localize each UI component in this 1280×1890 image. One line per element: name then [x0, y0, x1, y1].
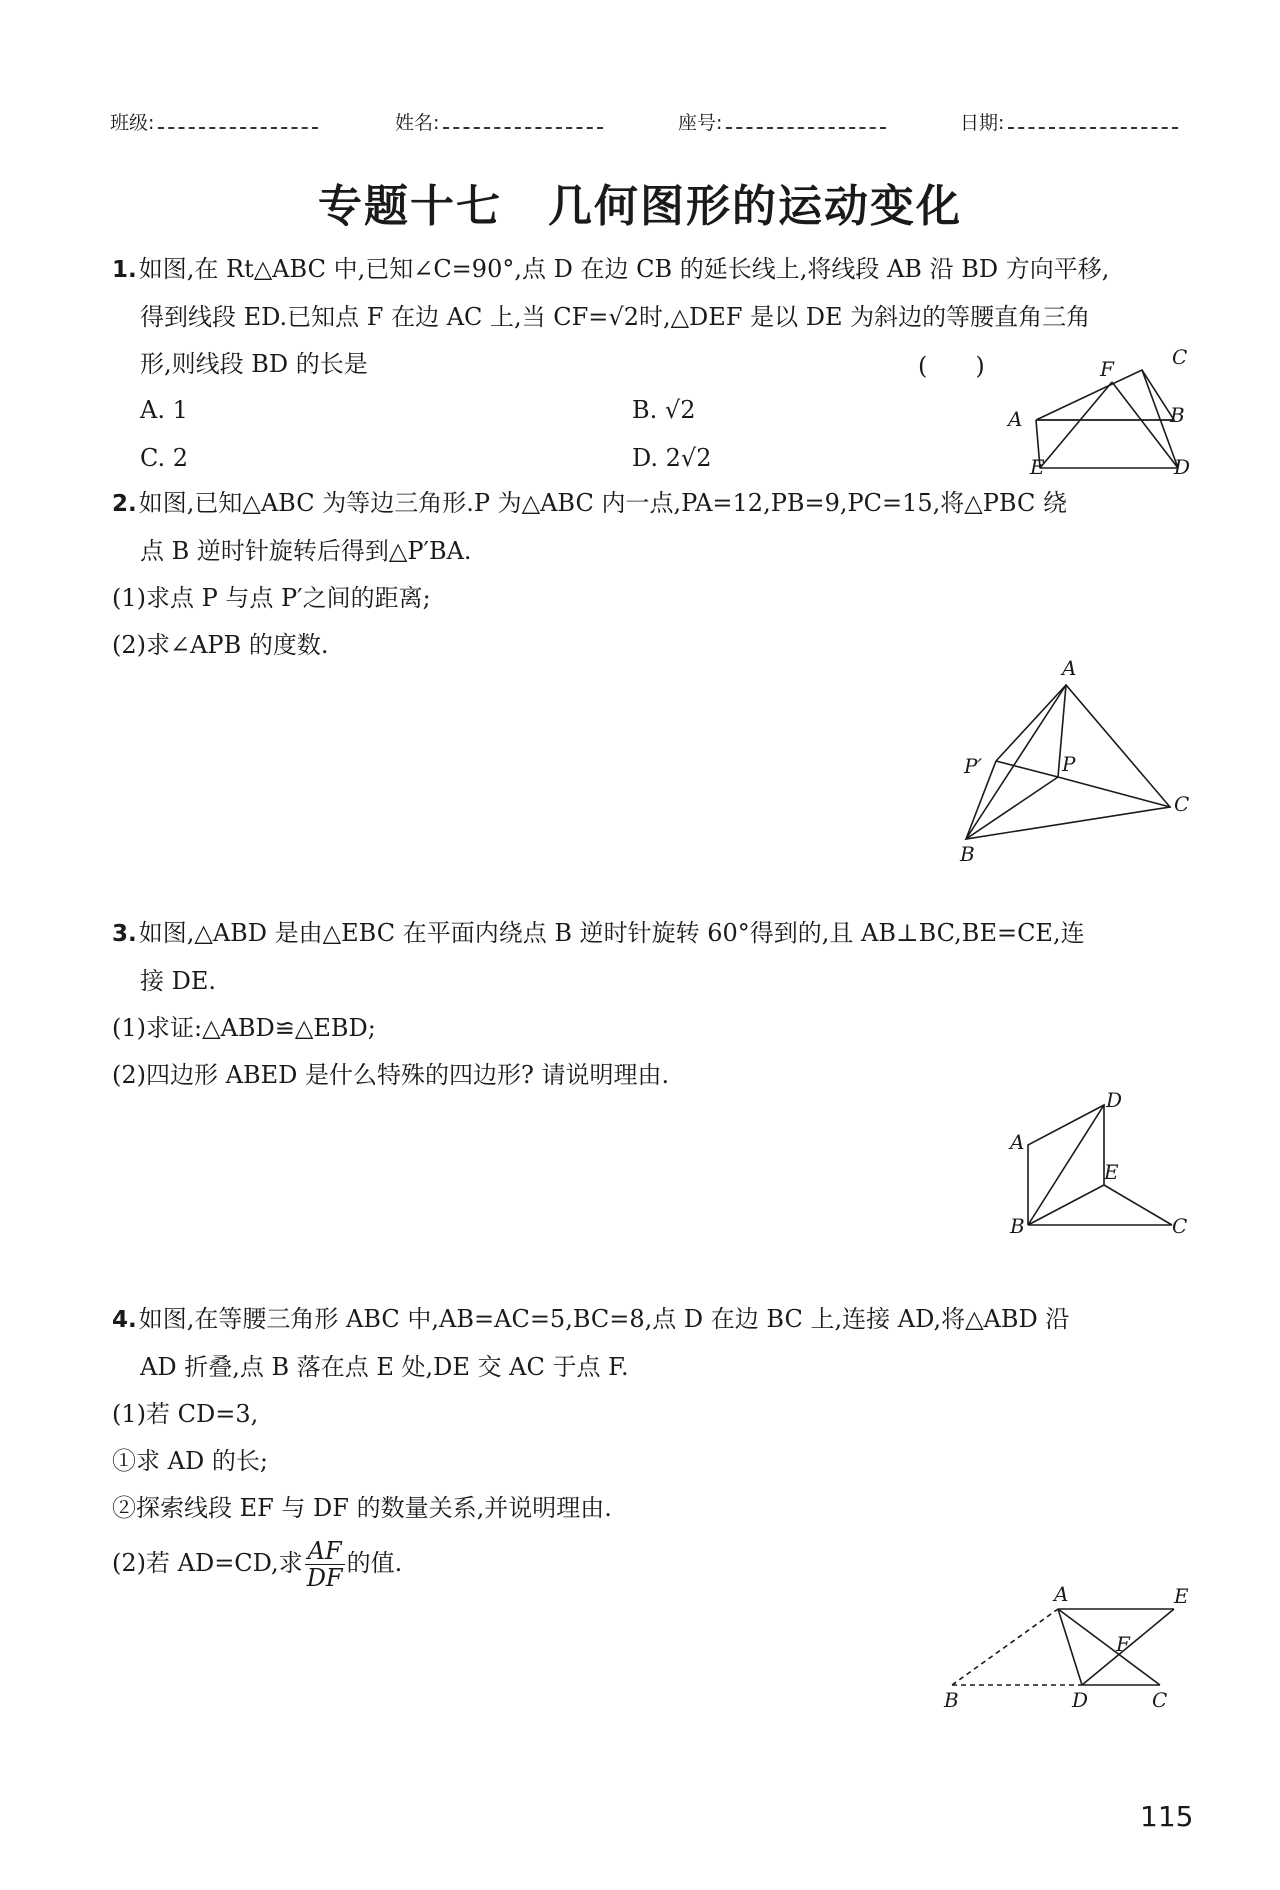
seat-field	[678, 108, 886, 135]
option-b[interactable]: B. √2	[632, 396, 696, 424]
q2-line1: 如图,已知△ABC 为等边三角形.P 为△ABC 内一点,PA=12,PB=9,PC=15,将△PBC 绕	[138, 489, 1067, 517]
q4-sub1b: ②探索线段 EF 与 DF 的数量关系,并说明理由.	[112, 1494, 612, 1522]
q4-sub2-post: 的值.	[346, 1549, 403, 1577]
label-d: D	[1072, 1688, 1089, 1712]
segment-ef	[1040, 382, 1112, 468]
label-p-prime: P′	[964, 754, 982, 778]
segment-pb	[966, 777, 1058, 839]
segment-ec	[1104, 1185, 1172, 1225]
question-number: 3.	[112, 921, 137, 947]
page-title: 专题十七 几何图形的运动变化	[318, 181, 962, 232]
segment-p2a	[996, 685, 1066, 761]
q3-sub2: (2)四边形 ABED 是什么特殊的四边形? 请说明理由.	[112, 1061, 670, 1089]
q1-figure	[1000, 340, 1200, 480]
label-a: A	[1008, 407, 1023, 431]
q4-sub2	[112, 1538, 1192, 1591]
seat-blank[interactable]	[726, 126, 886, 129]
fraction-numerator: AF	[307, 1537, 342, 1565]
segment-pc	[1058, 777, 1170, 807]
student-info-header	[0, 108, 1280, 138]
label-b: B	[1010, 1214, 1025, 1235]
label-a: A	[1010, 1130, 1025, 1154]
q4-sub1a: ①求 AD 的长;	[112, 1447, 268, 1475]
label-d: D	[1106, 1088, 1123, 1112]
label-a: A	[1054, 1585, 1069, 1606]
question-number: 4.	[112, 1307, 137, 1333]
date-field	[960, 108, 1178, 135]
page-number: 115	[1140, 1800, 1194, 1833]
q4-sub1: (1)若 CD=3,	[112, 1400, 259, 1428]
q4-line1: 如图,在等腰三角形 ABC 中,AB=AC=5,BC=8,点 D 在边 BC 上,连接 AD,将△ABD 沿	[138, 1305, 1070, 1333]
label-e: E	[1104, 1160, 1119, 1184]
q4-figure	[930, 1585, 1200, 1715]
q3-sub1: (1)求证:△ABD≌△EBD;	[112, 1014, 376, 1042]
label-d: D	[1174, 455, 1191, 479]
seat-label: 座号:	[678, 112, 723, 134]
q1-line3: 形,则线段 BD 的长是	[140, 350, 368, 378]
q2-line2: 点 B 逆时针旋转后得到△P′BA.	[140, 537, 472, 565]
q4-sub2-pre: (2)若 AD=CD,求	[112, 1549, 303, 1577]
q2-figure	[950, 655, 1210, 865]
q2-sub1: (1)求点 P 与点 P′之间的距离;	[112, 584, 431, 612]
q3-figure	[1000, 1085, 1220, 1235]
q1-line1: 如图,在 Rt△ABC 中,已知∠C=90°,点 D 在边 CB 的延长线上,将线段 AB 沿 BD 方向平移,	[138, 255, 1110, 283]
segment-ac	[1058, 1609, 1160, 1685]
q2-sub2: (2)求∠APB 的度数.	[112, 631, 329, 659]
date-blank[interactable]	[1008, 126, 1178, 129]
label-f: F	[1116, 1632, 1130, 1656]
label-f: F	[1100, 357, 1114, 381]
answer-parentheses[interactable]: ( )	[918, 352, 985, 380]
question-number: 1.	[112, 257, 137, 283]
label-b: B	[1170, 403, 1185, 427]
label-b: B	[944, 1688, 959, 1712]
name-field	[395, 108, 603, 135]
class-field	[110, 108, 318, 135]
label-a: A	[1062, 656, 1077, 680]
label-c: C	[1152, 1688, 1168, 1712]
class-label: 班级:	[110, 112, 155, 134]
question-3	[112, 910, 1192, 1099]
q3-line2: 接 DE.	[140, 967, 217, 995]
label-e: E	[1174, 1585, 1189, 1608]
fraction-denominator: DF	[306, 1564, 343, 1592]
segment-ab-dashed	[952, 1609, 1058, 1685]
option-c[interactable]: C. 2	[140, 444, 189, 472]
date-label: 日期:	[960, 112, 1005, 134]
q1-line2: 得到线段 ED.已知点 F 在边 AC 上,当 CF=√2时,△DEF 是以 DE 为斜边的等腰直角三角	[140, 303, 1091, 331]
question-4	[112, 1296, 1192, 1591]
name-blank[interactable]	[443, 126, 603, 129]
label-b: B	[960, 842, 975, 865]
q3-line1: 如图,△ABD 是由△EBC 在平面内绕点 B 逆时针旋转 60°得到的,且 AB⊥BC,BE=CE,连	[138, 919, 1085, 947]
label-c: C	[1172, 345, 1188, 369]
option-a[interactable]: A. 1	[140, 396, 188, 424]
label-c: C	[1174, 792, 1190, 816]
q4-line2: AD 折叠,点 B 落在点 E 处,DE 交 AC 于点 F.	[140, 1353, 629, 1381]
segment-ad	[1058, 1609, 1082, 1685]
segment-pp2	[996, 761, 1058, 777]
class-blank[interactable]	[158, 126, 318, 129]
name-label: 姓名:	[395, 112, 440, 134]
option-d[interactable]: D. 2√2	[632, 444, 712, 472]
label-e: E	[1030, 455, 1045, 479]
label-p: P	[1062, 752, 1076, 776]
question-2	[112, 480, 1192, 669]
segment-bd	[1028, 1105, 1104, 1225]
question-number: 2.	[112, 491, 137, 517]
label-c: C	[1172, 1214, 1188, 1235]
segment-fd	[1112, 382, 1178, 468]
fraction-af-df	[305, 1538, 345, 1591]
